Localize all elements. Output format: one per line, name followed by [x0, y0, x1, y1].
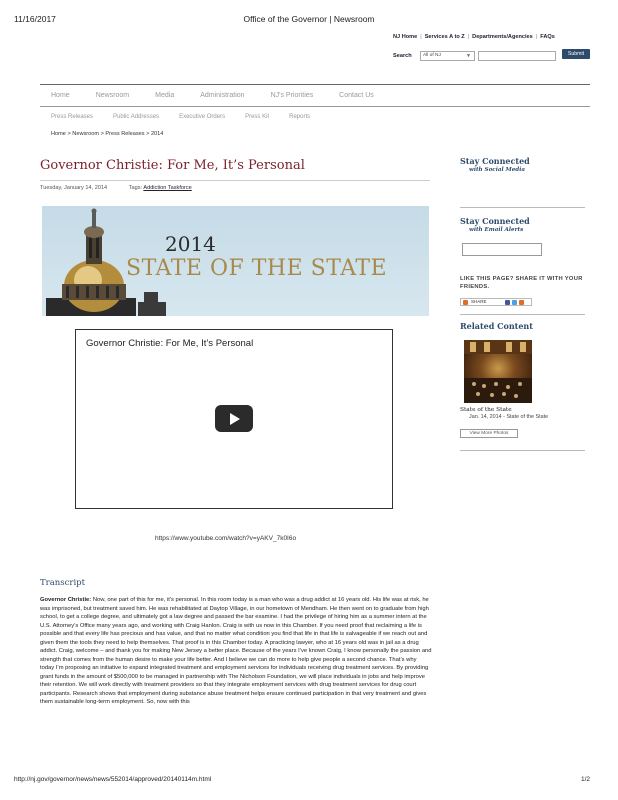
nav-contact[interactable]: Contact Us [339, 92, 374, 99]
tag-link[interactable]: Addiction Taskforce [143, 185, 192, 191]
share-icon [463, 300, 468, 305]
search-scope-select[interactable] [420, 51, 475, 61]
sub-nav [51, 114, 330, 120]
banner-year: 2014 [165, 232, 216, 256]
nav-divider-top [40, 84, 590, 85]
services-link[interactable]: Services A to Z [424, 34, 465, 40]
subnav-press-releases[interactable]: Press Releases [51, 114, 94, 120]
play-button[interactable] [215, 405, 253, 432]
related-caption[interactable]: State of the State [460, 407, 512, 413]
title-divider [40, 180, 430, 181]
nav-media[interactable]: Media [155, 92, 175, 99]
print-date: 11/16/2017 [14, 14, 56, 24]
subnav-reports[interactable]: Reports [289, 114, 311, 120]
breadcrumb[interactable]: Home > Newsroom > Press Releases > 2014 [51, 131, 164, 137]
nav-home[interactable]: Home [51, 92, 70, 99]
email-subheading[interactable]: with Email Alerts [469, 227, 524, 233]
chevron-down-icon: ▼ [466, 53, 471, 59]
facebook-icon[interactable] [505, 300, 510, 305]
main-nav [51, 92, 400, 99]
twitter-icon[interactable] [512, 300, 517, 305]
social-heading: Stay Connected [460, 156, 530, 166]
departments-link[interactable]: Departments/Agencies [472, 34, 533, 40]
search-submit-button[interactable]: Submit [562, 49, 590, 59]
speaker-name: Governor Christie: [40, 597, 92, 603]
page-title: Governor Christie: For Me, It’s Personal [40, 158, 305, 173]
play-icon [230, 413, 240, 425]
article-date: Tuesday, January 14, 2014 [40, 185, 108, 191]
nav-divider-bottom [40, 106, 590, 107]
share-label: SHARE [471, 299, 487, 304]
faqs-link[interactable]: FAQs [540, 34, 555, 40]
chamber-photo-icon [464, 340, 532, 403]
share-button[interactable] [460, 298, 532, 306]
nav-priorities[interactable]: NJ's Priorities [270, 92, 314, 99]
top-links: NJ Home | Services A to Z | Departments/Agencies | FAQs [393, 34, 555, 40]
related-date: Jan. 14, 2014 - State of the State [469, 414, 549, 420]
nav-administration[interactable]: Administration [200, 92, 245, 99]
banner-headline: STATE OF THE STATE [126, 256, 388, 281]
print-title: Office of the Governor | Newsroom [243, 14, 375, 24]
search-label: Search [393, 53, 412, 59]
sidebar-divider [460, 207, 585, 208]
related-heading: Related Content [460, 321, 533, 331]
related-photo[interactable] [464, 340, 532, 403]
subnav-executive-orders[interactable]: Executive Orders [179, 114, 226, 120]
search-scope-value: All of NJ [423, 53, 441, 58]
transcript-heading: Transcript [40, 578, 86, 588]
more-share-icon[interactable] [519, 300, 524, 305]
tags-label: Tags: [128, 185, 143, 191]
email-field[interactable] [462, 243, 542, 256]
video-title[interactable]: Governor Christie: For Me, It’s Personal [86, 338, 254, 349]
nj-home-link[interactable]: NJ Home [393, 34, 418, 40]
search-input[interactable] [478, 51, 556, 61]
sidebar-divider-3 [460, 450, 585, 451]
view-more-photos-button[interactable]: View More Photos [460, 429, 518, 438]
page-number: 1/2 [581, 776, 591, 783]
subnav-public-addresses[interactable]: Public Addresses [113, 114, 160, 120]
transcript-text: Now, one part of this for me, it’s personal. In this room today is a man who was a drug addict at 16 years old. His life was at risk, he was imprisoned, but treatment saved him. He was rehabilitated at Daytop Village, in our hometown of Mendham. He then went on to graduate from high school, to get a college degree, and ultimately got a law degree and passed the bar examine. I had the privilege of hiring him as a summer intern at the U.S. Attorney’s Office many years ago, and working with Craig Hanlon. Craig is with us now in this Chamber. If you need proof that reclaiming a life is possible and that every life has precious and has value, and that no matter what condition you find that life in that life is salvageable if we reach out and given them the tools they need to help themselves. That proof is in this Chamber today. A practicing lawyer, who at 16 years old was in jail as a drug addict. Craig, welcome – and thank you for making New Jersey a better place. Because of the years I’ve known Craig, I know personally the passion and strength that comes from the human desire to make your life better. And I believe we can do more to help give people a second chance. That’s why today I’m proposing an initiative to expand integrated treatment and employment services for individuals receiving drug treatment services. By providing grant funds in the amount of $500,000 to be managed in partnership with The Nicholson Foundation, we will place individuals in jobs and help improve their retention. We will work directly with treatment providers so that they integrate employment services with drug treatment services for drug court participants. Research shows that employment during substance abuse treatment helps ensure continued participation in that very treatment and gives them sustainable long-term employment. So, now with this [40, 597, 432, 705]
share-prompt: LIKE THIS PAGE? SHARE IT WITH YOUR FRIENDS. [460, 276, 583, 290]
transcript-body [40, 596, 432, 707]
sidebar-divider-2 [460, 314, 585, 315]
email-heading: Stay Connected [460, 216, 530, 226]
article-meta [40, 185, 192, 191]
nav-newsroom[interactable]: Newsroom [95, 92, 130, 99]
video-url[interactable]: https://www.youtube.com/watch?v=yAKV_7k0I6o [155, 535, 297, 542]
print-url: http://nj.gov/governor/news/news/552014/approved/20140114m.html [14, 776, 212, 783]
subnav-press-kit[interactable]: Press Kit [245, 114, 270, 120]
social-subheading[interactable]: with Social Media [469, 167, 525, 173]
